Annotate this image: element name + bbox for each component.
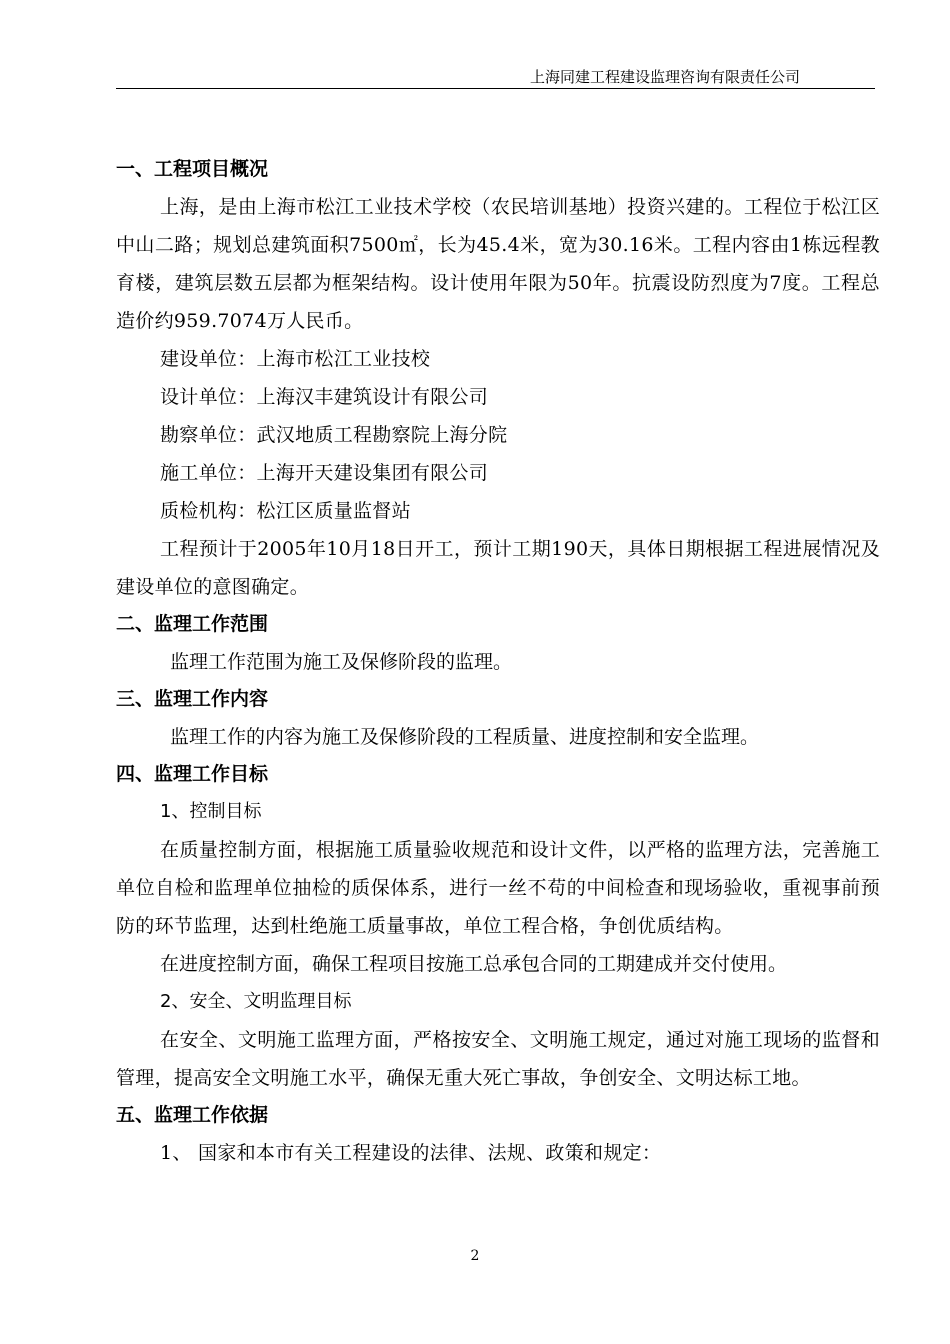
design-unit: 设计单位：上海汉丰建筑设计有限公司 — [160, 386, 489, 408]
safety-paragraph: 在安全、文明施工监理方面，严格按安全、文明施工规定，通过对施工现场的监督和管理，提高安全文明施工水平，确保无重大死亡事故，争创安全、文明达标工地。 — [116, 1029, 880, 1089]
progress-control-paragraph: 在进度控制方面，确保工程项目按施工总承包合同的工期建成并交付使用。 — [160, 953, 788, 975]
quality-inspection-agency: 质检机构：松江区质量监督站 — [160, 500, 411, 522]
contractor-unit: 施工单位：上海开天建设集团有限公司 — [160, 462, 489, 484]
header-company-name: 上海同建工程建设监理咨询有限责任公司 — [530, 68, 801, 86]
header-divider — [116, 88, 875, 89]
section-4-subtitle-control: 1、控制目标 — [160, 801, 262, 822]
page-number: 2 — [470, 1248, 480, 1264]
document-body — [116, 151, 880, 1172]
section-1-overview-paragraph: 上海，是由上海市松江工业技术学校（农民培训基地）投资兴建的。工程位于松江区中山二路；规划总建筑面积7500㎡，长为45.4米，宽为30.16米。工程内容由1栋远程教育楼，建筑层数五层都为框架结构。设计使用年限为50年。抗震设防烈度为7度。工程总造价约959.7074万人民币。 — [116, 196, 880, 332]
section-2-text: 监理工作范围为施工及保修阶段的监理。 — [170, 651, 513, 673]
section-3-text: 监理工作的内容为施工及保修阶段的工程质量、进度控制和安全监理。 — [170, 726, 760, 748]
section-4-subtitle-safety: 2、安全、文明监理目标 — [160, 991, 352, 1012]
section-5-title: 五、监理工作依据 — [116, 1104, 269, 1126]
section-2-title: 二、监理工作范围 — [116, 613, 269, 635]
section-3-title: 三、监理工作内容 — [116, 688, 269, 710]
section-1-title: 一、工程项目概况 — [116, 158, 269, 180]
section-1-schedule-paragraph: 工程预计于2005年10月18日开工，预计工期190天，具体日期根据工程进展情况及建设单位的意图确定。 — [116, 538, 880, 598]
section-4-title: 四、监理工作目标 — [116, 763, 269, 785]
quality-control-paragraph: 在质量控制方面，根据施工质量验收规范和设计文件，以严格的监理方法，完善施工单位自检和监理单位抽检的质保体系，进行一丝不苟的中间检查和现场验收，重视事前预防的环节监理，达到杜绝施工质量事故，单位工程合格，争创优质结构。 — [116, 839, 880, 937]
survey-unit: 勘察单位：武汉地质工程勘察院上海分院 — [160, 424, 508, 446]
construction-unit: 建设单位：上海市松江工业技校 — [160, 348, 431, 370]
section-5-item-1: 1、 国家和本市有关工程建设的法律、法规、政策和规定： — [160, 1142, 662, 1164]
